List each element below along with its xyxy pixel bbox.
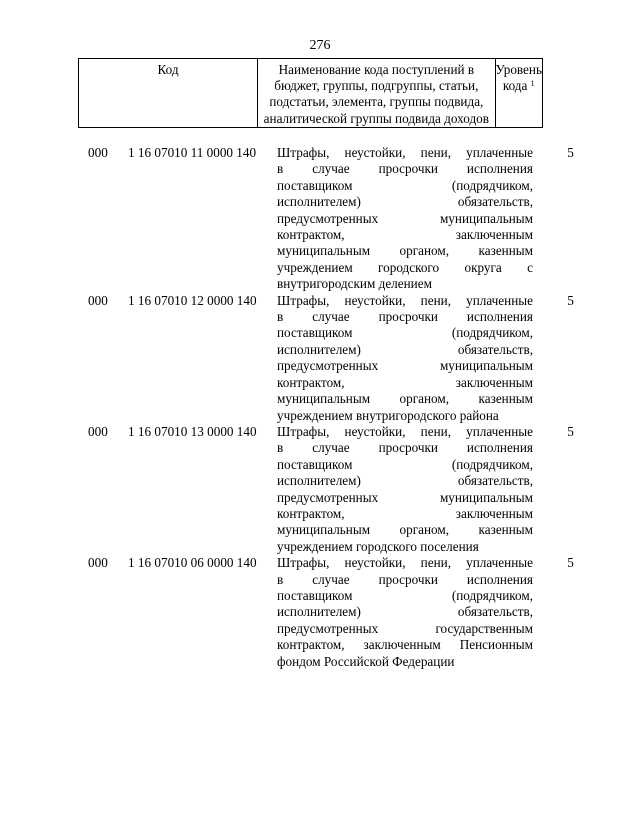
row-name-line: предусмотренных государственным [277,620,533,636]
row-name [277,424,533,555]
table-row [0,145,640,293]
table-body [0,145,640,670]
table-row [0,424,640,555]
row-name [277,145,533,293]
row-name-line: предусмотренных муниципальным [277,358,533,374]
row-name-line: поставщиком (подрядчиком, [277,587,533,603]
row-level: 5 [567,555,574,571]
row-name-line: Штрафы, неустойки, пени, уплаченные [277,555,533,571]
row-level: 5 [567,423,574,439]
header-level-label: Уровень кода [495,62,542,94]
row-code: 1 16 07010 11 0000 140 [128,145,257,160]
row-name-line: фондом Российской Федерации [277,653,455,669]
table-row [0,293,640,424]
row-name-line: поставщиком (подрядчиком, [277,325,533,341]
row-name-line: учреждением внутригородского района [277,407,499,423]
row-name-line: Штрафы, неустойки, пени, уплаченные [277,423,533,439]
row-level: 5 [567,145,574,160]
header-name: Наименование кода поступлений в бюджет, группы, подгруппы, статьи, подстатьи, элемента, группы подвида, аналитической группы подвида доходов [258,59,495,127]
table-header [78,58,543,128]
row-name-line: в случае просрочки исполнения [277,571,533,587]
row-name-line: контрактом, заключенным [277,374,533,390]
row-name-line: поставщиком (подрядчиком, [277,177,533,193]
table-row [0,555,640,670]
header-level-footnote: 1 [530,79,535,89]
row-name-line: предусмотренных муниципальным [277,210,533,226]
row-level: 5 [567,292,574,308]
row-name-line: муниципальным органом, казенным [277,243,533,259]
row-name-line: исполнителем) обязательств, [277,194,533,210]
row-name-line: контрактом, заключенным [277,505,533,521]
header-level [496,59,542,127]
row-name-line: в случае просрочки исполнения [277,440,533,456]
row-name-line: контрактом, заключенным Пенсионным [277,637,533,653]
row-name-line: учреждением городского поселения [277,538,479,554]
row-code: 1 16 07010 13 0000 140 [128,423,257,439]
row-name-line: Штрафы, неустойки, пени, уплаченные [277,145,533,160]
row-code-prefix: 000 [88,292,108,308]
header-code: Код [79,59,258,127]
row-name-line: поставщиком (подрядчиком, [277,456,533,472]
row-code-prefix: 000 [88,423,108,439]
row-name-line: исполнителем) обязательств, [277,473,533,489]
row-name-line: контрактом, заключенным [277,227,533,243]
row-name-line: учреждением городского округа с [277,259,533,275]
row-code: 1 16 07010 12 0000 140 [128,292,257,308]
row-name-line: исполнителем) обязательств, [277,341,533,357]
row-name-line: в случае просрочки исполнения [277,309,533,325]
row-code-prefix: 000 [88,555,108,571]
row-name-line: в случае просрочки исполнения [277,161,533,177]
row-name-line: муниципальным органом, казенным [277,522,533,538]
row-name [277,555,533,670]
row-name-line: муниципальным органом, казенным [277,391,533,407]
row-name [277,293,533,424]
row-name-line: исполнителем) обязательств, [277,604,533,620]
page-number: 276 [309,38,331,53]
row-code: 1 16 07010 06 0000 140 [128,555,257,571]
row-name-line: внутригородским делением [277,276,432,292]
row-name-line: Штрафы, неустойки, пени, уплаченные [277,292,533,308]
row-name-line: предусмотренных муниципальным [277,489,533,505]
row-code-prefix: 000 [88,145,108,160]
